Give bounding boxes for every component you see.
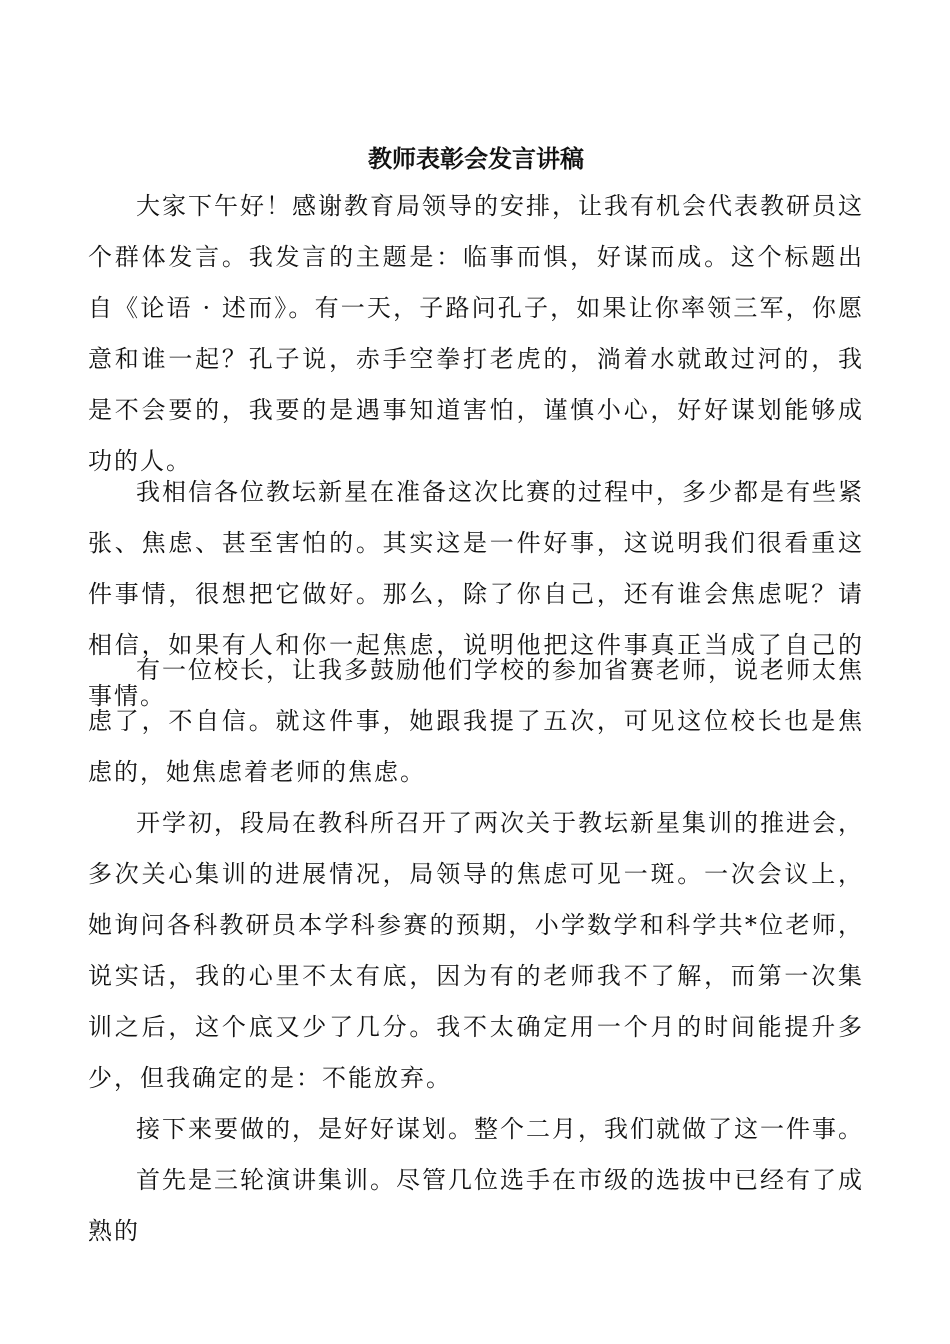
paragraph-4: 开学初，段局在教科所召开了两次关于教坛新星集训的推进会，多次关心集训的进展情况，局领导的焦虑可见一斑。一次会议上，她询问各科教研员本学科参赛的预期，小学数学和科学共*位老师，说实话，我的心里不太有底，因为有的老师我不了解，而第一次集训之后，这个底又少了几分。我不太确定用一个月的时间能提升多少，但我确定的是：不能放弃。 <box>88 809 864 1092</box>
document-page <box>88 0 864 1344</box>
paragraph-5: 接下来要做的，是好好谋划。整个二月，我们就做了这一件事。 <box>136 1115 864 1143</box>
paragraph-1: 大家下午好！感谢教育局领导的安排，让我有机会代表教研员这个群体发言。我发言的主题是：临事而惧，好谋而成。这个标题出自《论语 · 述而》。有一天，子路问孔子，如果让你率领三军，你愿意和谁一起？孔子说，赤手空拳打老虎的，淌着水就敢过河的，我是不会要的，我要的是遇事知道害怕，谨慎小心，好好谋划能够成功的人。 <box>88 192 864 475</box>
document-title: 教师表彰会发言讲稿 <box>368 144 584 173</box>
paragraph-3: 有一位校长，让我多鼓励他们学校的参加省赛老师，说老师太焦虑了，不自信。就这件事，她跟我提了五次，可见这位校长也是焦虑的，她焦虑着老师的焦虑。 <box>88 656 864 786</box>
paragraph-6: 首先是三轮演讲集训。尽管几位选手在市级的选拔中已经有了成熟的 <box>88 1166 864 1245</box>
paragraph-2: 我相信各位教坛新星在准备这次比赛的过程中，多少都是有些紧张、焦虑、甚至害怕的。其实这是一件好事，这说明我们很看重这件事情，很想把它做好。那么，除了你自己，还有谁会焦虑呢？请相信，如果有人和你一起焦虑，说明他把这件事真正当成了自己的事情。 <box>88 478 864 710</box>
